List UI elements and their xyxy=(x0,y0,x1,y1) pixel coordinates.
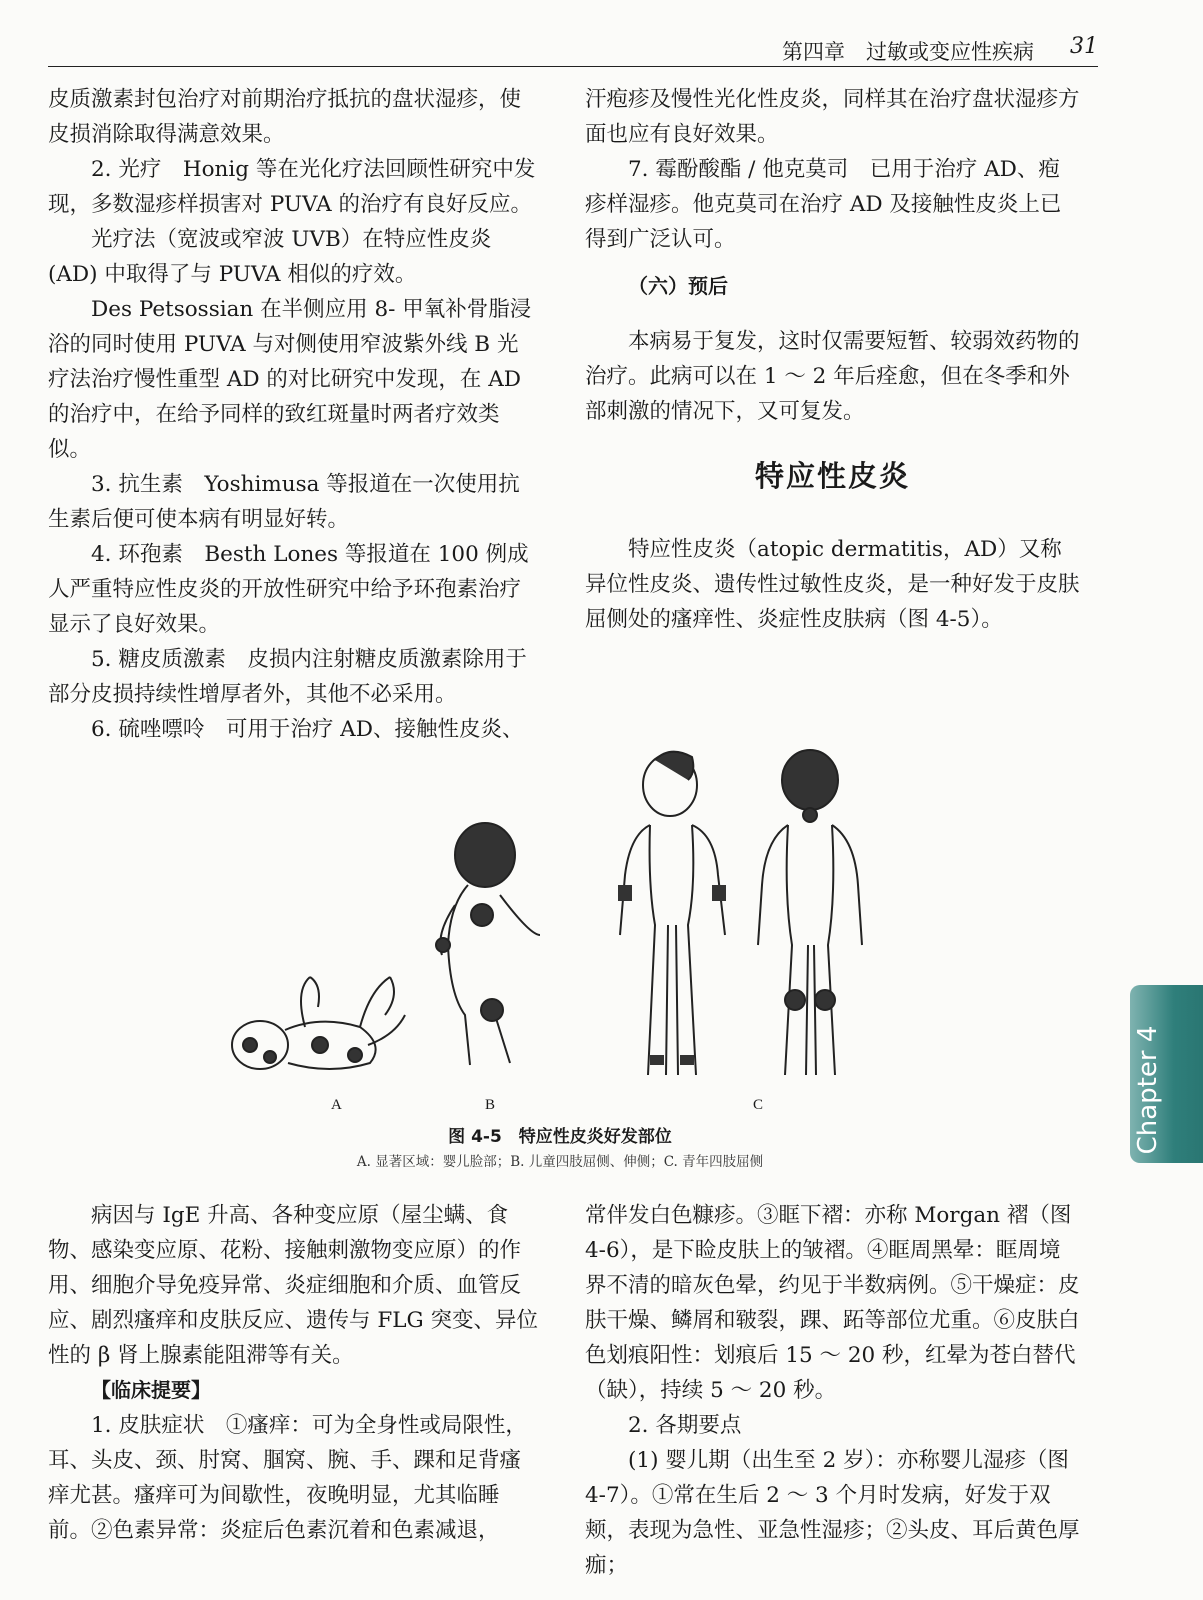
paragraph: 皮质激素封包治疗对前期治疗抵抗的盘状湿疹，使皮损消除取得满意效果。 xyxy=(48,87,522,147)
figure-label-c: C xyxy=(753,1097,764,1113)
paragraph: 6. 硫唑嘌呤 可用于治疗 AD、接触性皮炎、 xyxy=(91,717,524,742)
paragraph: 病因与 IgE 升高、各种变应原（屋尘螨、食物、感染变应原、花粉、接触刺激物变应原）的作用、细胞介导免疫异常、炎症细胞和介质、血管反应、剧烈瘙痒和皮肤反应、遗传与 FLG 突变、异位性的 β 肾上腺素能阻滞等有关。 xyxy=(48,1203,539,1368)
figure-illustration xyxy=(210,745,910,1090)
paragraph: Des Petsossian 在半侧应用 8- 甲氧补骨脂浸浴的同时使用 PUVA 与对侧使用窄波紫外线 B 光疗法治疗慢性重型 AD 的对比研究中发现，在 AD 的治疗中，在给予同样的致红斑量时两者疗效类似。 xyxy=(48,297,532,462)
paragraph: 5. 糖皮质激素 皮损内注射糖皮质激素除用于部分皮损持续性增厚者外，其他不必采用。 xyxy=(48,647,527,707)
paragraph: 汗疱疹及慢性光化性皮炎，同样其在治疗盘状湿疹方面也应有良好效果。 xyxy=(585,87,1080,147)
paragraph: 2. 各期要点 xyxy=(628,1413,742,1438)
figure-label-a: A xyxy=(331,1097,342,1113)
young-adult-front-figure xyxy=(618,752,726,1075)
figure-subcaption: A. 显著区域：婴儿脸部；B. 儿童四肢屈侧、伸侧；C. 青年四肢屈侧 xyxy=(356,1154,764,1170)
chapter-tab-label: Chapter 4 xyxy=(1133,1025,1163,1155)
right-column-top xyxy=(585,82,1080,637)
paragraph: 特应性皮炎（atopic dermatitis，AD）又称异位性皮炎、遗传性过敏性皮炎，是一种好发于皮肤屈侧处的瘙痒性、炎症性皮肤病（图 4-5）。 xyxy=(585,537,1080,632)
figure-label-b: B xyxy=(485,1097,496,1113)
section-subheading: （六）预后 xyxy=(628,274,728,298)
left-column-bottom xyxy=(48,1198,540,1548)
paragraph: 4. 环孢素 Besth Lones 等报道在 100 例成人严重特应性皮炎的开放性研究中给予环孢素治疗显示了良好效果。 xyxy=(48,542,529,637)
paragraph: 3. 抗生素 Yoshimusa 等报道在一次使用抗生素后便可使本病有明显好转。 xyxy=(48,472,520,532)
paragraph: 2. 光疗 Honig 等在光化疗法回顾性研究中发现，多数湿疹样损害对 PUVA 的治疗有良好反应。 xyxy=(48,157,536,217)
running-header xyxy=(48,34,1098,67)
paragraph: 7. 霉酚酸酯 / 他克莫司 已用于治疗 AD、疱疹样湿疹。他克莫司在治疗 AD 及接触性皮炎上已得到广泛认可。 xyxy=(585,157,1062,252)
chapter-title: 第四章 过敏或变应性疾病 xyxy=(782,40,1034,64)
section-title: 特应性皮炎 xyxy=(754,459,910,493)
section-subheading: 【临床提要】 xyxy=(91,1378,211,1402)
paragraph: 常伴发白色糠疹。③眶下褶：亦称 Morgan 褶（图 4-6），是下睑皮肤上的皱褶。④眶周黑晕：眶周境界不清的暗灰色晕，约见于半数病例。⑤干燥症：皮肤干燥、鳞屑和皲裂，踝、跖等部位尤重。⑥皮肤白色划痕阳性：划痕后 15 ～ 20 秒，红晕为苍白替代（缺），持续 5 ～ 20 秒。 xyxy=(585,1203,1080,1403)
child-figure xyxy=(436,823,540,1065)
paragraph: 1. 皮肤症状 ①瘙痒：可为全身性或局限性，耳、头皮、颈、肘窝、腘窝、腕、手、踝和足背瘙痒尤甚。瘙痒可为间歇性，夜晚明显，尤其临睡前。②色素异常：炎症后色素沉着和色素减退， xyxy=(48,1413,527,1543)
paragraph: 本病易于复发，这时仅需要短暂、较弱效药物的治疗。此病可以在 1 ～ 2 年后痊愈，但在冬季和外部刺激的情况下，又可复发。 xyxy=(585,329,1080,424)
young-adult-back-figure xyxy=(758,750,862,1075)
left-column-top xyxy=(48,82,538,747)
infant-figure xyxy=(232,977,405,1069)
page-number: 31 xyxy=(1070,34,1098,59)
figure-caption: 图 4-5 特应性皮炎好发部位 xyxy=(448,1127,672,1147)
right-column-bottom xyxy=(585,1198,1080,1583)
paragraph: 光疗法（宽波或窄波 UVB）在特应性皮炎(AD) 中取得了与 PUVA 相似的疗效。 xyxy=(48,227,492,287)
paragraph: (1) 婴儿期（出生至 2 岁）：亦称婴儿湿疹（图 4-7）。①常在生后 2 ～ 3 个月时发病，好发于双颊，表现为急性、亚急性湿疹；②头皮、耳后黄色厚痂； xyxy=(585,1448,1080,1578)
